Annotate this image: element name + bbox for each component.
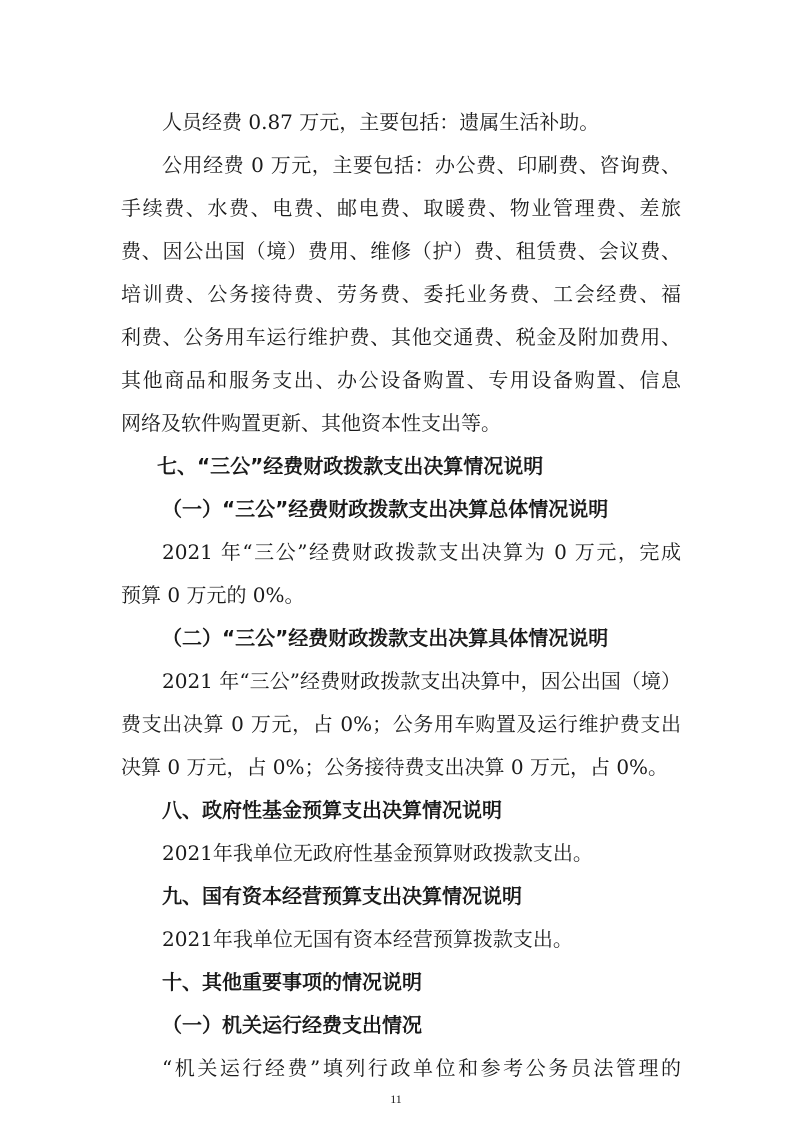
paragraph-public-expense-line: 公用经费 0 万元，主要包括：办公费、印刷费、咨询费、 [162,153,681,177]
page-number: 11 [390,1092,402,1106]
section-heading-9: 九、国有资本经营预算支出决算情况说明 [162,884,522,908]
paragraph-10-1-line: “机关运行经费”填列行政单位和参考公务员法管理的 [162,1056,681,1080]
paragraph-public-expense-line: 利费、公务用车运行维护费、其他交通费、税金及附加费用、 [121,325,681,349]
section-heading-8: 八、政府性基金预算支出决算情况说明 [162,798,502,822]
paragraph-public-expense-line: 其他商品和服务支出、办公设备购置、专用设备购置、信息 [121,368,681,392]
paragraph-public-expense-line: 费、因公出国（境）费用、维修（护）费、租赁费、会议费、 [121,239,681,263]
subsection-heading-10-1: （一）机关运行经费支出情况 [162,1013,422,1037]
paragraph-8: 2021年我单位无政府性基金预算财政拨款支出。 [162,841,593,865]
section-heading-7: 七、“三公”经费财政拨款支出决算情况说明 [157,454,544,478]
paragraph-7-1-line: 预算 0 万元的 0%。 [121,583,305,607]
paragraph-public-expense-line: 培训费、公务接待费、劳务费、委托业务费、工会经费、福 [121,282,681,306]
subsection-heading-7-2: （二）“三公”经费财政拨款支出决算具体情况说明 [162,626,609,650]
subsection-heading-7-1: （一）“三公”经费财政拨款支出决算总体情况说明 [162,497,609,521]
paragraph-7-2-line: 2021 年“三公”经费财政拨款支出决算中，因公出国（境） [162,669,681,693]
paragraph-9: 2021年我单位无国有资本经营预算拨款支出。 [162,927,573,951]
paragraph-7-1-line: 2021 年“三公”经费财政拨款支出决算为 0 万元，完成 [162,540,681,564]
paragraph-public-expense-line: 手续费、水费、电费、邮电费、取暖费、物业管理费、差旅 [121,196,681,220]
paragraph-7-2-line: 费支出决算 0 万元，占 0%；公务用车购置及运行维护费支出 [121,712,681,736]
paragraph-7-2-line: 决算 0 万元，占 0%；公务接待费支出决算 0 万元，占 0%。 [121,755,669,779]
paragraph-personnel-expense: 人员经费 0.87 万元，主要包括：遗属生活补助。 [162,110,600,134]
paragraph-public-expense-line: 网络及软件购置更新、其他资本性支出等。 [121,411,501,435]
section-heading-10: 十、其他重要事项的情况说明 [162,970,422,994]
